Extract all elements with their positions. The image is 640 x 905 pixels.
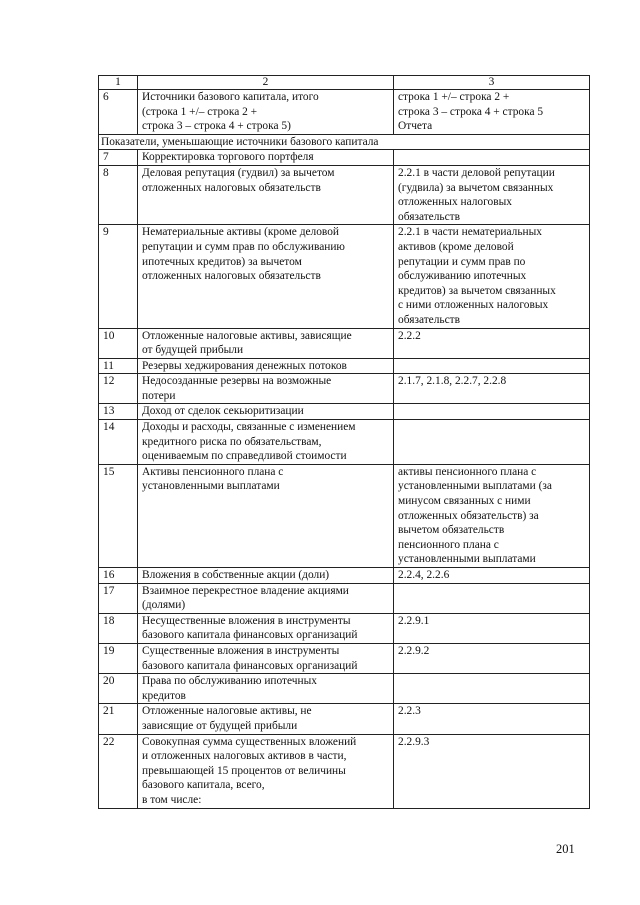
row-reference [394,674,590,704]
row-reference [394,420,590,465]
row-reference [394,404,590,420]
row-number: 8 [99,165,138,224]
table-row [99,568,590,584]
table-row [99,328,590,358]
row-reference: 2.1.7, 2.1.8, 2.2.7, 2.2.8 [394,374,590,404]
row-number: 14 [99,420,138,465]
table-row [99,374,590,404]
header-col-2: 2 [138,76,394,90]
row-number: 16 [99,568,138,584]
table-body [99,76,590,809]
table-row [99,674,590,704]
table-row [99,90,590,135]
table-row [99,358,590,374]
row-number: 9 [99,225,138,328]
row-number: 10 [99,328,138,358]
row-reference: 2.2.9.1 [394,613,590,643]
row-indicator: Существенные вложения в инструменты базового капитала финансовых организаций [138,643,394,673]
table-row [99,150,590,166]
table-row [99,225,590,328]
table-row [99,734,590,808]
row-reference: 2.2.9.2 [394,643,590,673]
row-reference: 2.2.1 в части деловой репутации (гудвила) за вычетом связанных отложенных налоговых обязательств [394,165,590,224]
row-indicator: Нематериальные активы (кроме деловой репутации и сумм прав по обслуживанию ипотечных кредитов) за вычетом отложенных налоговых обязательств [138,225,394,328]
row-indicator: Отложенные налоговые активы, зависящие от будущей прибыли [138,328,394,358]
table-row [99,165,590,224]
row-number: 17 [99,583,138,613]
row-reference: 2.2.3 [394,704,590,734]
row-indicator: Доходы и расходы, связанные с изменением кредитного риска по обязательствам, оцениваемым по справедливой стоимости [138,420,394,465]
section-row [99,134,590,150]
header-col-1: 1 [99,76,138,90]
header-col-3: 3 [394,76,590,90]
row-reference: строка 1 +/– строка 2 + строка 3 – строка 4 + строка 5 Отчета [394,90,590,135]
row-number: 22 [99,734,138,808]
row-number: 13 [99,404,138,420]
row-reference: 2.2.1 в части нематериальных активов (кроме деловой репутации и сумм прав по обслуживанию ипотечных кредитов) за вычетом связанных с ними отложенных налоговых обязательств [394,225,590,328]
table-row [99,613,590,643]
row-indicator: Источники базового капитала, итого (строка 1 +/– строка 2 + строка 3 – строка 4 + строка 5) [138,90,394,135]
row-reference [394,583,590,613]
row-number: 20 [99,674,138,704]
row-reference: активы пенсионного плана с установленными выплатами (за минусом связанных с ними отложенных обязательств) за вычетом обязательств пенсионного плана с установленными выплатами [394,464,590,567]
row-indicator: Активы пенсионного плана с установленными выплатами [138,464,394,567]
row-number: 19 [99,643,138,673]
row-number: 6 [99,90,138,135]
row-indicator: Резервы хеджирования денежных потоков [138,358,394,374]
row-indicator: Недосозданные резервы на возможные потери [138,374,394,404]
row-reference [394,358,590,374]
row-reference: 2.2.9.3 [394,734,590,808]
row-indicator: Отложенные налоговые активы, не зависящие от будущей прибыли [138,704,394,734]
row-indicator: Корректировка торгового портфеля [138,150,394,166]
section-title: Показатели, уменьшающие источники базового капитала [99,134,590,150]
table-row [99,704,590,734]
row-number: 18 [99,613,138,643]
row-indicator: Вложения в собственные акции (доли) [138,568,394,584]
row-number: 7 [99,150,138,166]
row-reference: 2.2.4, 2.2.6 [394,568,590,584]
row-indicator: Несущественные вложения в инструменты базового капитала финансовых организаций [138,613,394,643]
table-row [99,464,590,567]
row-number: 12 [99,374,138,404]
capital-sources-table [98,75,590,809]
row-number: 15 [99,464,138,567]
row-indicator: Взаимное перекрестное владение акциями (долями) [138,583,394,613]
row-indicator: Совокупная сумма существенных вложений и отложенных налоговых активов в части, превышающей 15 процентов от величины базового капитала, всего, в том числе: [138,734,394,808]
row-indicator: Доход от сделок секьюритизации [138,404,394,420]
table-row [99,404,590,420]
page-number: 201 [556,842,575,856]
table-row [99,420,590,465]
row-number: 11 [99,358,138,374]
row-reference: 2.2.2 [394,328,590,358]
row-number: 21 [99,704,138,734]
table-row [99,583,590,613]
row-indicator: Права по обслуживанию ипотечных кредитов [138,674,394,704]
table-row [99,643,590,673]
header-row [99,76,590,90]
row-reference [394,150,590,166]
row-indicator: Деловая репутация (гудвил) за вычетом отложенных налоговых обязательств [138,165,394,224]
